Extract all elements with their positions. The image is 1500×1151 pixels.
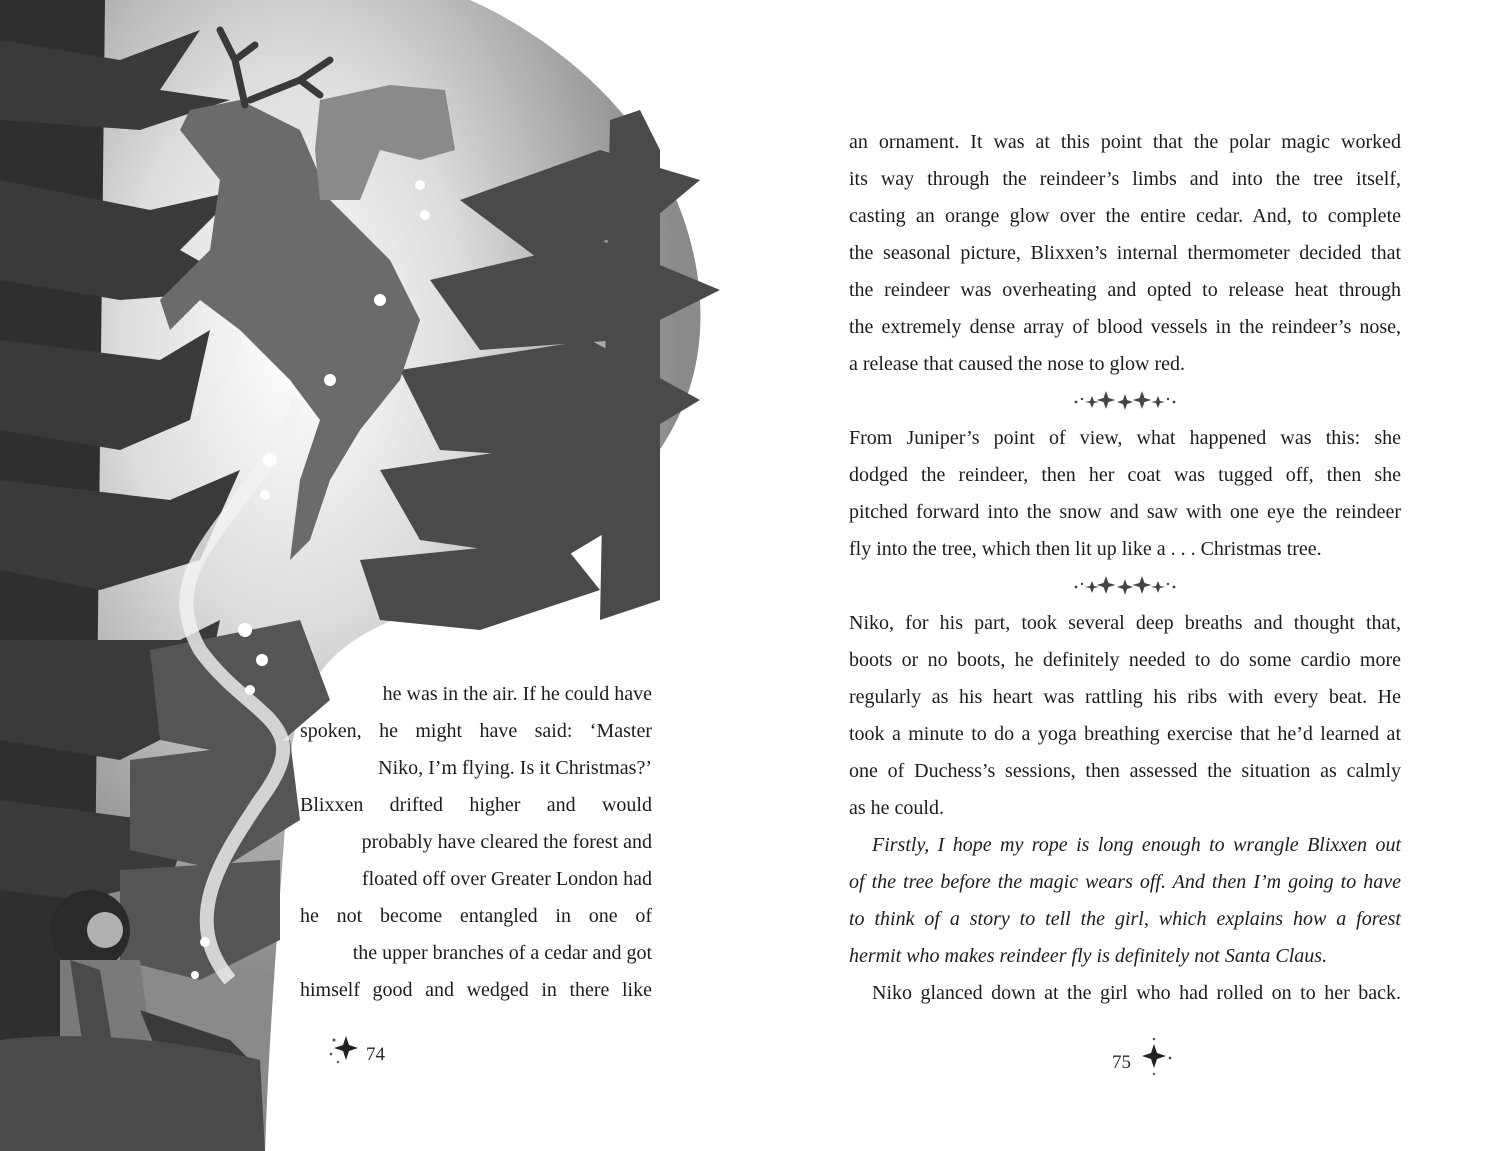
- left-line: the upper branches of a cedar and got: [352, 942, 652, 964]
- right-page-text: [849, 124, 1401, 1012]
- left-line: he was in the air. If he could have: [382, 683, 652, 705]
- body-line: its way through the reindeer’s limbs and into the tree itself,: [849, 168, 1401, 190]
- left-line: himself good and wedged in there like: [300, 979, 652, 1001]
- body-line: Niko, for his part, took several deep breaths and thought that,: [849, 612, 1401, 634]
- body-line: casting an orange glow over the entire cedar. And, to complete: [849, 205, 1401, 227]
- body-line: the seasonal picture, Blixxen’s internal thermometer decided that: [849, 242, 1401, 264]
- left-line: probably have cleared the forest and: [361, 831, 652, 853]
- left-page-text: [300, 676, 652, 1009]
- body-line: boots or no boots, he definitely needed to do some cardio more: [849, 649, 1401, 671]
- body-line: fly into the tree, which then lit up like a . . . Christmas tree.: [849, 538, 1322, 560]
- body-line: a release that caused the nose to glow red.: [849, 353, 1185, 375]
- snowflake-sparkle-divider-icon: [1070, 571, 1180, 601]
- body-line: as he could.: [849, 797, 944, 819]
- body-line: dodged the reindeer, then her coat was tugged off, then she: [849, 464, 1401, 486]
- body-line: one of Duchess’s sessions, then assessed the situation as calmly: [849, 760, 1401, 782]
- left-line: spoken, he might have said: ‘Master: [300, 720, 652, 742]
- italic-line: to think of a story to tell the girl, which explains how a forest: [849, 908, 1401, 930]
- italic-line: Firstly, I hope my rope is long enough to wrangle Blixxen out: [872, 834, 1401, 856]
- left-line: he not become entangled in one of: [300, 905, 652, 927]
- body-line: regularly as his heart was rattling his ribs with every beat. He: [849, 686, 1401, 708]
- section-break: [849, 383, 1401, 420]
- page-number: 74: [366, 1044, 385, 1065]
- sparkle-star-icon: [328, 1030, 368, 1070]
- body-line: From Juniper’s point of view, what happened was this: she: [849, 427, 1401, 449]
- sparkle-star-icon: [1140, 1036, 1180, 1076]
- body-line: pitched forward into the snow and saw with one eye the reindeer: [849, 501, 1401, 523]
- italic-line: hermit who makes reindeer fly is definitely not Santa Claus.: [849, 945, 1328, 967]
- snowflake-sparkle-divider-icon: [1070, 386, 1180, 416]
- body-line: an ornament. It was at this point that the polar magic worked: [849, 131, 1401, 153]
- left-line: floated off over Greater London had: [361, 868, 652, 890]
- body-line: the extremely dense array of blood vessels in the reindeer’s nose,: [849, 316, 1401, 338]
- section-break: [849, 568, 1401, 605]
- italic-line: of the tree before the magic wears off. And then I’m going to have: [849, 871, 1401, 893]
- body-line: the reindeer was overheating and opted to release heat through: [849, 279, 1401, 301]
- page-number: 75: [1112, 1052, 1131, 1073]
- body-line: Niko glanced down at the girl who had rolled on to her back.: [872, 982, 1401, 1004]
- body-line: took a minute to do a yoga breathing exercise that he’d learned at: [849, 723, 1401, 745]
- left-line: Blixxen drifted higher and would: [300, 794, 652, 816]
- left-line: Niko, I’m flying. Is it Christmas?’: [378, 757, 652, 779]
